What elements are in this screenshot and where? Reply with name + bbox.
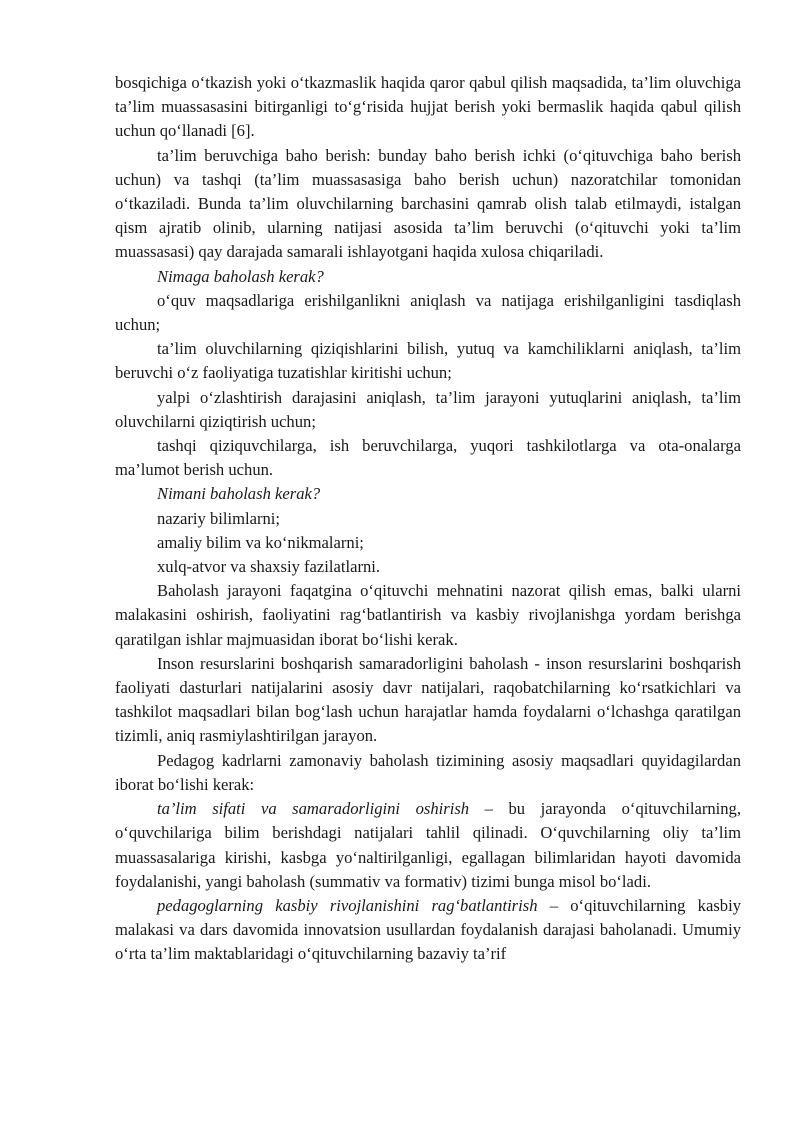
paragraph-assessment-process bbox=[115, 579, 741, 652]
paragraph-text: Baholash jarayoni faqatgina o‘qituvchi mehnatini nazorat qilish emas, balki ularni malakasini oshirish, faoliyatini rag‘batlantirish va kasbiy rivojlanishga yordam berishga qaratilgan ishlar majmuasidan iborat bo‘lishi kerak. bbox=[115, 581, 741, 649]
paragraph-text: – bu jarayonda o‘qituvchilarning, o‘quvchilariga bilim berishdagi natijalari tahlil qilinadi. O‘quvchilarning oliy ta’lim muassasalariga kirishi, kasbga yo‘naltirilganligi, egallagan bilimlaridan hayoti davomida foydalanishi, yangi baholash (summativ va formativ) tizimi bunga misol bo‘ladi. bbox=[115, 799, 741, 891]
heading-what-assess bbox=[115, 482, 741, 506]
paragraph-teacher-assessment bbox=[115, 144, 741, 265]
goal-term: pedagoglarning kasbiy rivojlanishini rag‘batlantirish bbox=[157, 895, 538, 915]
paragraph-text: Pedagog kadrlarni zamonaviy baholash tizimining asosiy maqsadlari quyidagilardan iborat bo‘lishi kerak: bbox=[115, 750, 741, 794]
goal-term: ta’lim sifati va samaradorligini oshirish bbox=[157, 799, 470, 819]
list-item-why-4 bbox=[115, 434, 741, 482]
list-item-text: ta’lim oluvchilarning qiziqishlarini bilish, yutuq va kamchiliklarni aniqlash, ta’lim beruvchi o‘z faoliyatiga tuzatishlar kiritishi uchun; bbox=[115, 339, 741, 383]
paragraph-text: bosqichiga o‘tkazish yoki o‘tkazmaslik haqida qaror qabul qilish maqsadida, ta’lim oluvchiga ta’lim muassasasini bitirganligi to‘g‘risida hujjat berish yoki bermaslik haqida qabul qilish uchun qo‘llanadi [6]. bbox=[115, 73, 741, 141]
heading-why-assess bbox=[115, 265, 741, 289]
list-item-why-1 bbox=[115, 289, 741, 337]
list-item-text: nazariy bilimlarni; bbox=[157, 508, 281, 528]
list-item-what-3 bbox=[115, 555, 741, 579]
paragraph-text: Inson resurslarini boshqarish samaradorligini baholash - inson resurslarini boshqarish faoliyati dasturlari natijalarini asosiy davr natijalari, raqobatchilarning ko‘rsatkichlari va tashkilot maqsadlari bilan bog‘lash uchun harajatlar hamda foydalarni o‘lchashga qaratilgan tizimli, aniq rasmiylashtirilgan jarayon. bbox=[115, 653, 741, 746]
list-item-text: o‘quv maqsadlariga erishilganlikni aniqlash va natijaga erishilganligini tasdiqlash uchun; bbox=[115, 290, 741, 335]
paragraph-text: ta’lim beruvchiga baho berish: bunday baho berish ichki (o‘qituvchiga baho berish uchun) va tashqi (ta’lim muassasasiga baho berish uchun) nazoratchilar tomonidan o‘tkaziladi. Bunda ta’lim oluvchilarning barchasini qamrab olish talab etilmaydi, istalgan qism ajratib olinib, ularning natijasi asosida ta’lim beruvchi (o‘qituvchi yoki ta’lim muassasasi) qay darajada samarali ishlayotgani haqida xulosa chiqariladi. bbox=[115, 145, 741, 262]
heading-text: Nimani baholash kerak? bbox=[157, 484, 321, 504]
list-item-text: yalpi o‘zlashtirish darajasini aniqlash, ta’lim jarayoni yutuqlarini aniqlash, ta’lim oluvchilarni qiziqtirish uchun; bbox=[115, 387, 741, 431]
heading-text: Nimaga baholash kerak? bbox=[157, 266, 324, 286]
paragraph-goal-quality bbox=[115, 797, 741, 894]
list-item-what-1 bbox=[115, 507, 741, 531]
paragraph-hr-efficiency bbox=[115, 652, 741, 749]
list-item-text: tashqi qiziquvchilarga, ish beruvchilarga, yuqori tashkilotlarga va ota-onalarga ma’lumot berish uchun. bbox=[115, 436, 741, 480]
list-item-text: xulq-atvor va shaxsiy fazilatlarni. bbox=[157, 557, 381, 577]
paragraph-continuation bbox=[115, 71, 741, 144]
list-item-why-3 bbox=[115, 386, 741, 434]
paragraph-goals-intro bbox=[115, 749, 741, 797]
list-item-text: amaliy bilim va ko‘nikmalarni; bbox=[157, 532, 364, 552]
paragraph-goal-development bbox=[115, 894, 741, 967]
list-item-what-2 bbox=[115, 531, 741, 555]
paragraph-text: – o‘qituvchilarning kasbiy malakasi va dars davomida innovatsion usullardan foydalanish darajasi baholanadi. Umumiy o‘rta ta’lim maktablaridagi o‘qituvchilarning bazaviy ta’rif bbox=[115, 895, 741, 964]
list-item-why-2 bbox=[115, 337, 741, 385]
